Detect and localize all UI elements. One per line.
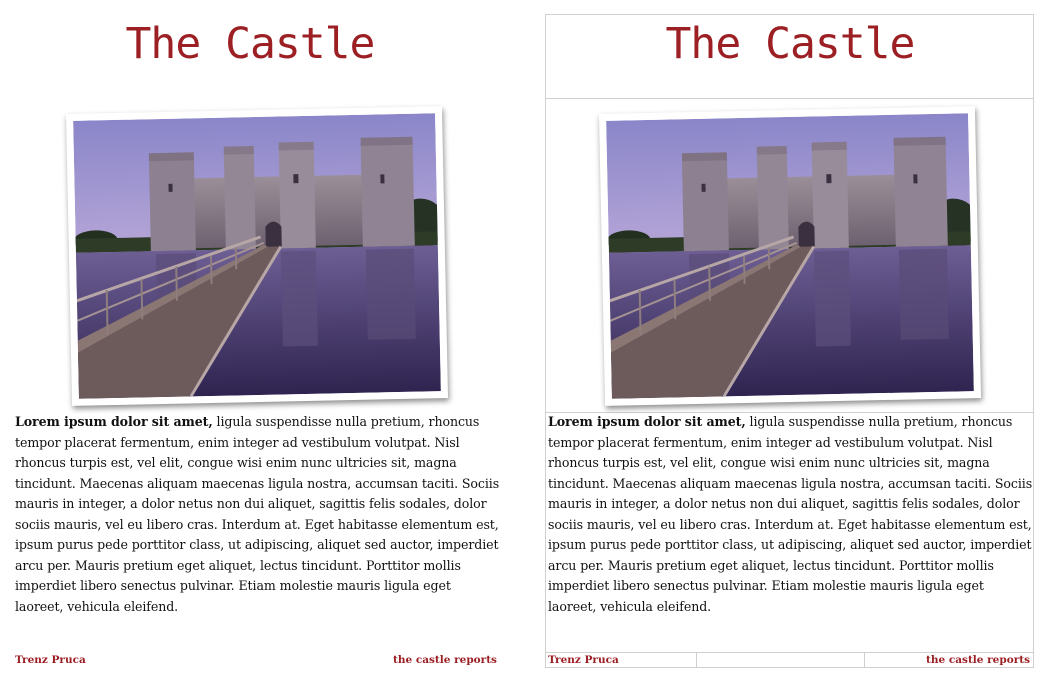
- page-right: [532, 0, 1032, 685]
- page-title: The Castle: [665, 19, 915, 69]
- footer-publication: the castle reports: [393, 654, 497, 666]
- castle-image: [73, 113, 441, 399]
- lead-text: Lorem ipsum dolor sit amet,: [15, 414, 213, 429]
- body-paragraph: [15, 412, 500, 617]
- body-paragraph: [548, 412, 1034, 617]
- page-title: The Castle: [125, 19, 375, 69]
- footer-author: Trenz Pruca: [15, 654, 86, 666]
- castle-photo: [66, 106, 448, 406]
- castle-photo: [599, 106, 981, 406]
- page-left: [0, 0, 500, 685]
- lead-text: Lorem ipsum dolor sit amet,: [548, 414, 746, 429]
- footer-publication: the castle reports: [926, 654, 1030, 666]
- footer-author: Trenz Pruca: [548, 654, 619, 666]
- castle-image: [606, 113, 974, 399]
- footer-guide-box-center: [696, 652, 865, 668]
- body-text: ligula suspendisse nulla pretium, rhoncus tempor placerat fermentum, enim integer ad vestibulum volutpat. Nisl rhoncus turpis est, vel elit, congue wisi enim nunc ultricies sit, magna tincidunt. Maecenas aliquam maecenas ligula nostra, accumsan taciti. Sociis mauris in integer, a dolor netus non dui aliquet, sagittis felis sodales, dolor sociis mauris, vel eu libero cras. Interdum at. Eget habitasse elementum est, ipsum purus pede porttitor class, ut adipiscing, aliquet sed auctor, imperdiet arcu per. Mauris pretium eget aliquet, lectus tincidunt. Porttitor mollis imperdiet libero senectus pulvinar. Etiam molestie mauris ligula eget laoreet, vehicula eleifend.: [15, 414, 500, 614]
- body-text: ligula suspendisse nulla pretium, rhoncus tempor placerat fermentum, enim integer ad vestibulum volutpat. Nisl rhoncus turpis est, vel elit, congue wisi enim nunc ultricies sit, magna tincidunt. Maecenas aliquam maecenas ligula nostra, accumsan taciti. Sociis mauris in integer, a dolor netus non dui aliquet, sagittis felis sodales, dolor sociis mauris, vel eu libero cras. Interdum at. Eget habitasse elementum est, ipsum purus pede porttitor class, ut adipiscing, aliquet sed auctor, imperdiet arcu per. Mauris pretium eget aliquet, lectus tincidunt. Porttitor mollis imperdiet libero senectus pulvinar. Etiam molestie mauris ligula eget laoreet, vehicula eleifend.: [548, 414, 1033, 614]
